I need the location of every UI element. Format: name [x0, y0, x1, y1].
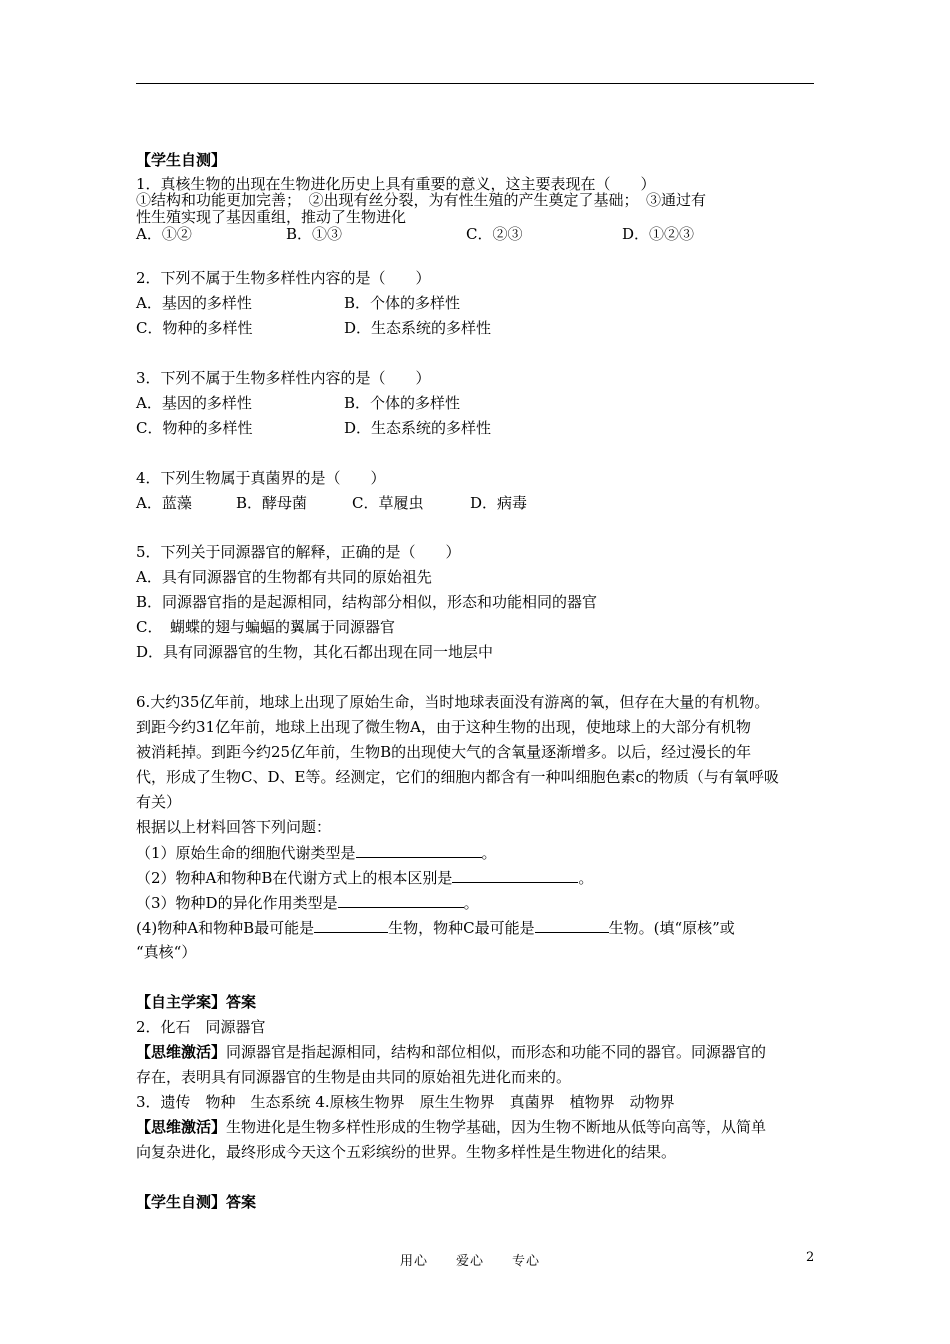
q6-sub4-tail: “真核“）	[136, 943, 197, 961]
q3-option-c: C．物种的多样性	[136, 419, 253, 437]
q6-line: 被消耗掉。到距今约25亿年前，生物B的出现使大气的含氧量逐渐增多。以后，经过漫长的年	[136, 743, 752, 761]
q4-option-d: D．病毒	[470, 494, 528, 512]
q2-stem: 2．下列不属于生物多样性内容的是（ ）	[136, 269, 431, 287]
think-activation-1	[136, 1042, 766, 1062]
answers-heading-label: 【自主学案】	[136, 993, 227, 1011]
q6-sub4	[136, 917, 735, 938]
q1-option-c: C．②③	[466, 225, 523, 243]
q2-option-b: B．个体的多样性	[344, 294, 461, 312]
q5-option-d: D．具有同源器官的生物，其化石都出现在同一地层中	[136, 643, 494, 661]
q2-option-c: C．物种的多样性	[136, 319, 253, 337]
q6-sub3-blank[interactable]	[338, 892, 464, 908]
q4-option-c: C．草履虫	[352, 494, 424, 512]
q6-sub1-period: 。	[481, 844, 497, 862]
q6-line: 到距今约31亿年前，地球上出现了微生物A，由于这种生物的出现，使地球上的大部分有机物	[136, 718, 751, 736]
q4-stem: 4．下列生物属于真菌界的是（ ）	[136, 469, 386, 487]
q6-sub4-blank1[interactable]	[314, 917, 388, 933]
q6-sub2	[136, 867, 593, 888]
footer-motto: 用心 爱心 专心	[400, 1254, 541, 1269]
think-activation-label: 【思维激活】	[136, 1043, 227, 1061]
think-activation-label: 【思维激活】	[136, 1118, 227, 1136]
q2-option-a: A．基因的多样性	[136, 294, 252, 312]
q5-option-c: C． 蝴蝶的翅与蝙蝠的翼属于同源器官	[136, 618, 395, 636]
q6-line: 6.大约35亿年前，地球上出现了原始生命，当时地球表面没有游离的氧，但存在大量的有机物。	[136, 693, 770, 711]
think-activation-text: 同源器官是指起源相同，结构和部位相似，而形态和功能不同的器官。同源器官的	[226, 1043, 767, 1061]
q4-option-a: A．蓝藻	[136, 494, 192, 512]
q3-option-a: A．基因的多样性	[136, 394, 252, 412]
q3-option-d: D．生态系统的多样性	[344, 419, 492, 437]
q2-option-d: D．生态系统的多样性	[344, 319, 492, 337]
self-test-answers-label: 【学生自测】	[136, 1193, 227, 1211]
q1-line2: ①结构和功能更加完善； ②出现有丝分裂，为有性生殖的产生奠定了基础； ③通过有	[136, 191, 707, 209]
q6-sub4-text-a: (4)物种A和物种B最可能是	[136, 919, 315, 937]
header-rule	[136, 83, 814, 84]
answer-2: 2．化石 同源器官	[136, 1018, 266, 1036]
page-number: 2	[806, 1250, 815, 1265]
think-activation-2-line2: 向复杂进化，最终形成今天这个五彩缤纷的世界。生物多样性是生物进化的结果。	[136, 1143, 677, 1161]
q5-option-b: B．同源器官指的是起源相同，结构部分相似，形态和功能相同的器官	[136, 593, 598, 611]
q6-sub1-text: （1）原始生命的细胞代谢类型是	[136, 844, 356, 862]
q5-option-a: A．具有同源器官的生物都有共同的原始祖先	[136, 568, 432, 586]
q4-option-b: B．酵母菌	[236, 494, 308, 512]
q6-prompt: 根据以上材料回答下列问题：	[136, 818, 332, 836]
q6-sub3-text: （3）物种D的异化作用类型是	[136, 894, 338, 912]
q6-sub1	[136, 842, 497, 863]
q1-option-a: A．①②	[136, 225, 192, 243]
q6-sub4-text-c: 生物。(填“原核”或	[608, 919, 735, 937]
q6-sub3	[136, 892, 479, 913]
q1-option-d: D．①②③	[622, 225, 695, 243]
q6-sub3-period: 。	[463, 894, 479, 912]
answers-heading-suffix: 答案	[226, 993, 257, 1011]
answers-heading	[136, 992, 256, 1012]
q6-sub4-blank2[interactable]	[535, 917, 609, 933]
q6-line: 代，形成了生物C、D、E等。经测定，它们的细胞内都含有一种叫细胞色素c的物质（与有氧呼吸	[136, 768, 779, 786]
q1-option-b: B．①③	[286, 225, 343, 243]
q3-stem: 3．下列不属于生物多样性内容的是（ ）	[136, 369, 431, 387]
q6-line: 有关）	[136, 793, 182, 811]
q3-option-b: B．个体的多样性	[344, 394, 461, 412]
answer-3-4: 3．遗传 物种 生态系统 4.原核生物界 原生生物界 真菌界 植物界 动物界	[136, 1093, 675, 1111]
q1-stem: 1．真核生物的出现在生物进化历史上具有重要的意义，这主要表现在（ ）	[136, 175, 656, 193]
self-test-heading: 【学生自测】	[136, 151, 227, 169]
q5-stem: 5．下列关于同源器官的解释，正确的是（ ）	[136, 543, 461, 561]
q6-sub2-blank[interactable]	[452, 867, 578, 883]
q6-sub4-text-b: 生物，物种C最可能是	[388, 919, 535, 937]
self-test-answers-suffix: 答案	[226, 1193, 257, 1211]
q1-line3: 性生殖实现了基因重组，推动了生物进化	[136, 208, 407, 226]
think-activation-2	[136, 1117, 766, 1137]
q6-sub2-text: （2）物种A和物种B在代谢方式上的根本区别是	[136, 869, 453, 887]
think-activation-1-line2: 存在，表明具有同源器官的生物是由共同的原始祖先进化而来的。	[136, 1068, 572, 1086]
think-activation-text: 生物进化是生物多样性形成的生物学基础，因为生物不断地从低等向高等，从简单	[226, 1118, 767, 1136]
q6-sub1-blank[interactable]	[356, 842, 482, 858]
q6-sub2-period: 。	[578, 869, 594, 887]
self-test-answers-heading	[136, 1192, 256, 1212]
